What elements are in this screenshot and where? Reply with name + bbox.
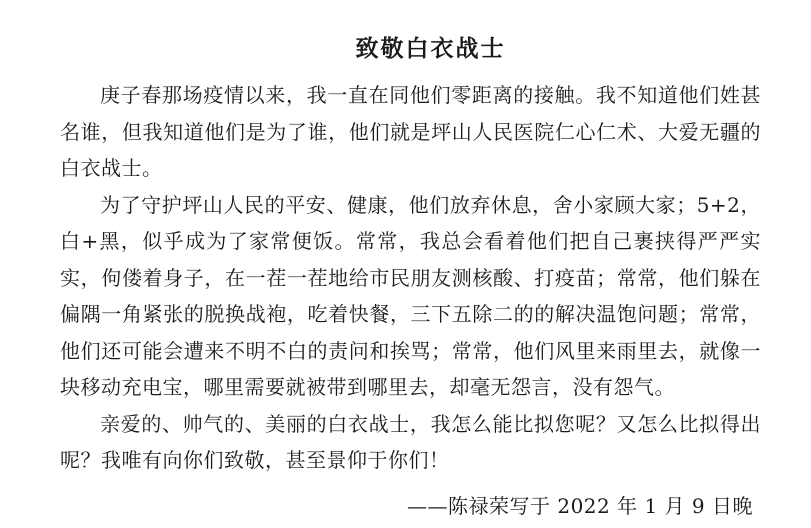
paragraph-2: 为了守护坪山人民的平安、健康，他们放弃休息，舍小家顾大家；5+2，白+黑，似乎成为了家常便饭。常常，我总会看着他们把自己裹挟得严严实实，佝偻着身子，在一茬一茬地给市民朋友测核酸、打疫苗；常常，他们躲在偏隅一角紧张的脱换战袍，吃着快餐，三下五除二的的解决温饱问题；常常，他们还可能会遭来不明不白的责问和挨骂；常常，他们风里来雨里去，就像一块移动充电宝，哪里需要就被带到哪里去，却毫无怨言，没有怨气。	[60, 192, 761, 399]
signature-line: ——陈禄荣写于 2022 年 1 月 9 日晚	[407, 494, 753, 518]
paragraph-3: 亲爱的、帅气的、美丽的白衣战士，我怎么能比拟您呢？又怎么比拟得出呢？我唯有向你们致敬，甚至景仰于你们！	[60, 411, 761, 472]
paragraph-1: 庚子春那场疫情以来，我一直在同他们零距离的接触。我不知道他们姓甚名谁，但我知道他们是为了谁，他们就是坪山人民医院仁心仁术、大爱无疆的白衣战士。	[60, 83, 761, 180]
document-title: 致敬白衣战士	[355, 35, 506, 62]
